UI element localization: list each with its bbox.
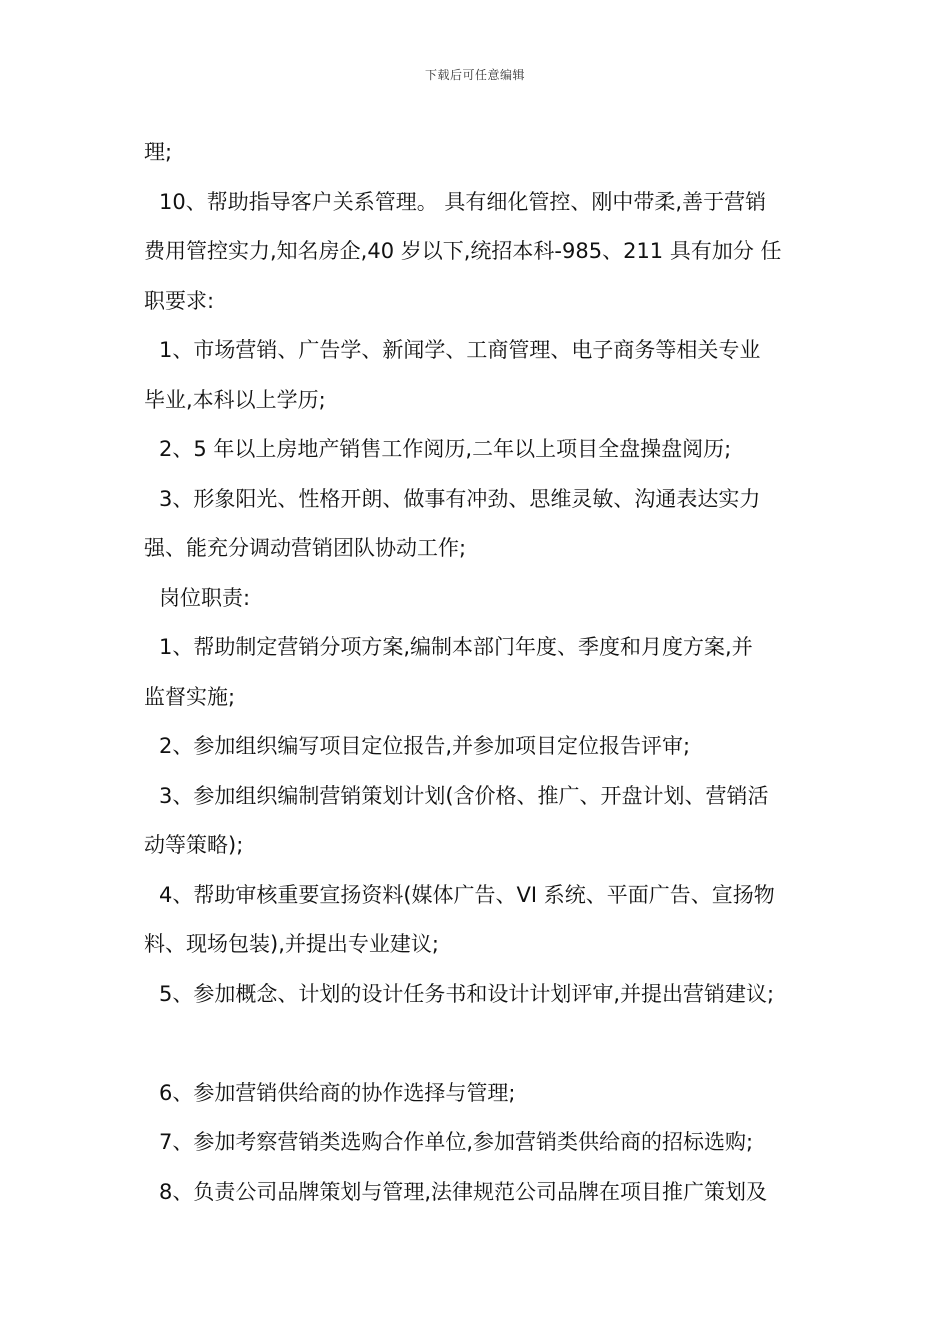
text-line: 费用管控实力,知名房企,40 岁以下,统招本科-985、211 具有加分 任	[144, 239, 782, 263]
text-line: 1、市场营销、广告学、新闻学、工商管理、电子商务等相关专业	[159, 338, 761, 362]
text-line: 料、现场包装),并提出专业建议;	[144, 932, 439, 956]
text-line: 理;	[144, 140, 173, 164]
paragraph-gap	[144, 1019, 816, 1069]
text-line: 毕业,本科以上学历;	[144, 387, 326, 412]
text-line: 3、参加组织编制营销策划计划(含价格、推广、开盘计划、营销活	[159, 783, 769, 808]
text-line: 2、5 年以上房地产销售工作阅历,二年以上项目全盘操盘阅历;	[159, 437, 732, 461]
text-line: 2、参加组织编写项目定位报告,并参加项目定位报告评审;	[159, 734, 691, 758]
text-line: 5、参加概念、计划的设计任务书和设计计划评审,并提出营销建议;	[159, 981, 775, 1006]
text-line: 6、参加营销供给商的协作选择与管理;	[159, 1080, 516, 1105]
text-line: 强、能充分调动营销团队协动工作;	[144, 536, 467, 560]
document-body	[144, 128, 816, 1217]
section-heading: 岗位职责:	[159, 585, 251, 610]
text-line: 4、帮助审核重要宣扬资料(媒体广告、VI 系统、平面广告、宣扬物	[159, 882, 775, 907]
text-line: 监督实施;	[144, 684, 236, 709]
text-line: 7、参加考察营销类选购合作单位,参加营销类供给商的招标选购;	[159, 1130, 754, 1154]
text-line: 1、帮助制定营销分项方案,编制本部门年度、季度和月度方案,并	[159, 635, 753, 659]
text-line: 8、负责公司品牌策划与管理,法律规范公司品牌在项目推广策划及	[159, 1179, 768, 1204]
text-line: 职要求:	[144, 288, 215, 313]
text-line: 动等策略);	[144, 833, 244, 857]
text-line: 3、形象阳光、性格开朗、做事有冲劲、思维灵敏、沟通表达实力	[159, 486, 761, 511]
page-header-note: 下载后可任意编辑	[424, 68, 525, 82]
text-line: 10、帮助指导客户关系管理。 具有细化管控、刚中带柔,善于营销	[159, 189, 767, 214]
